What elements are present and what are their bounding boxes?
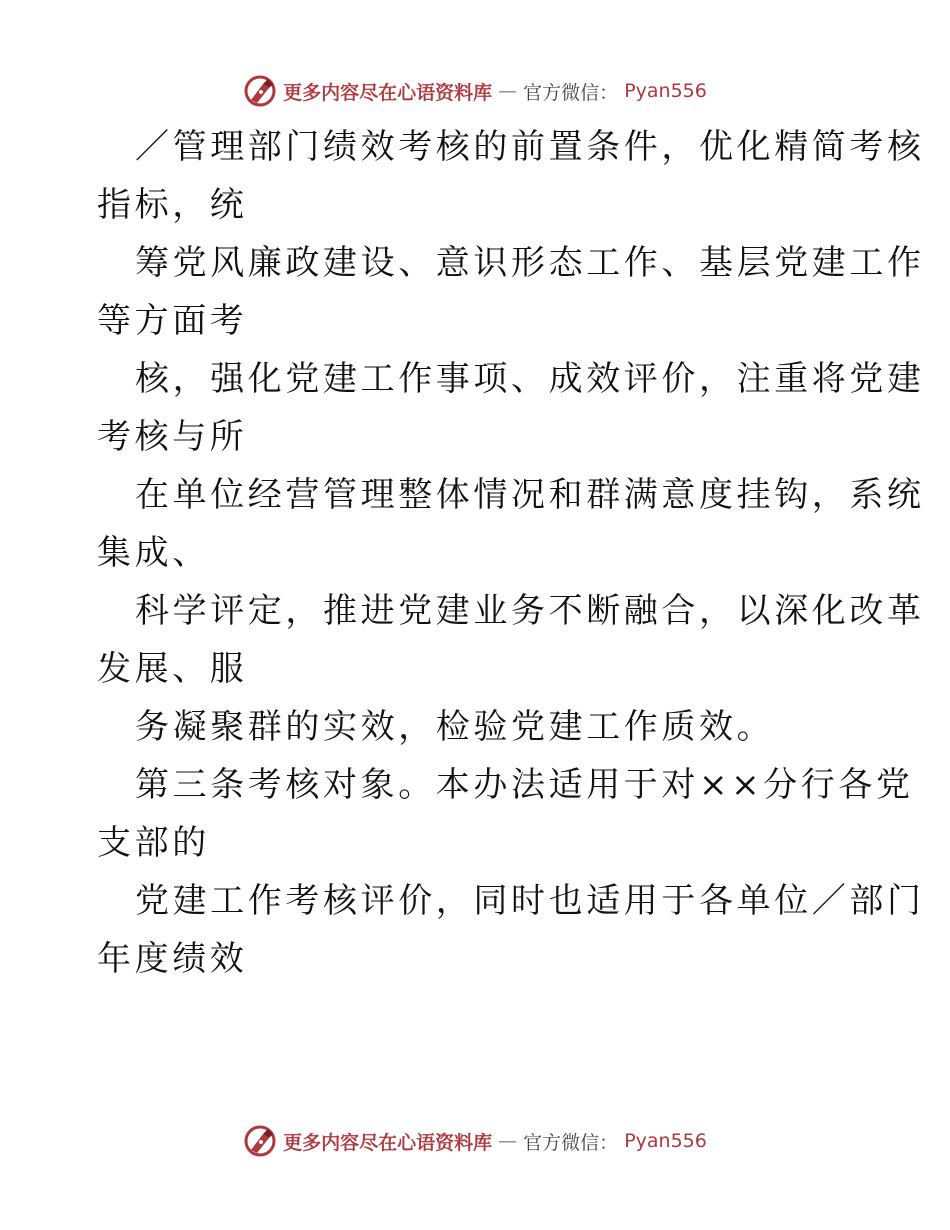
watermark-group [243, 1124, 707, 1158]
watermark-brand: 更多内容尽在心语资料库 [283, 1131, 493, 1154]
body-line: 党建工作考核评价，同时也适用于各单位／部门 [135, 881, 925, 921]
pen-nib-logo-icon [243, 74, 277, 108]
body-line: 筹党风廉政建设、意识形态工作、基层党建工作 [135, 243, 925, 283]
document-body [97, 118, 925, 988]
watermark-wechat-label: 官方微信： [523, 1131, 619, 1154]
footer-watermark [0, 1121, 950, 1161]
body-line: 等方面考 [97, 301, 248, 341]
body-line: 核，强化党建工作事项、成效评价，注重将党建 [135, 359, 925, 399]
body-line: 考核与所 [97, 417, 248, 457]
body-line: 科学评定，推进党建业务不断融合，以深化改革 [135, 591, 925, 631]
body-line: 年度绩效 [97, 939, 248, 979]
body-line: 支部的 [97, 823, 210, 863]
watermark-dash: — [498, 80, 518, 102]
watermark-brand: 更多内容尽在心语资料库 [283, 81, 493, 104]
watermark-wechat-id: Pyan556 [624, 1130, 707, 1152]
body-line: 在单位经营管理整体情况和群满意度挂钩，系统 [135, 475, 925, 515]
watermark-wechat-label: 官方微信： [523, 81, 619, 104]
watermark-group [243, 74, 707, 108]
watermark-dash: — [498, 1130, 518, 1152]
body-line: 集成、 [97, 533, 210, 573]
body-line: 发展、服 [97, 649, 248, 689]
body-line: 务凝聚群的实效，检验党建工作质效。 [135, 707, 775, 747]
body-line: 指标，统 [97, 185, 248, 225]
body-line: 第三条考核对象。本办法适用于对××分行各党 [135, 765, 914, 805]
watermark-wechat-id: Pyan556 [624, 80, 707, 102]
pen-nib-logo-icon [243, 1124, 277, 1158]
body-line: ／管理部门绩效考核的前置条件，优化精简考核 [135, 127, 925, 167]
header-watermark [0, 71, 950, 111]
